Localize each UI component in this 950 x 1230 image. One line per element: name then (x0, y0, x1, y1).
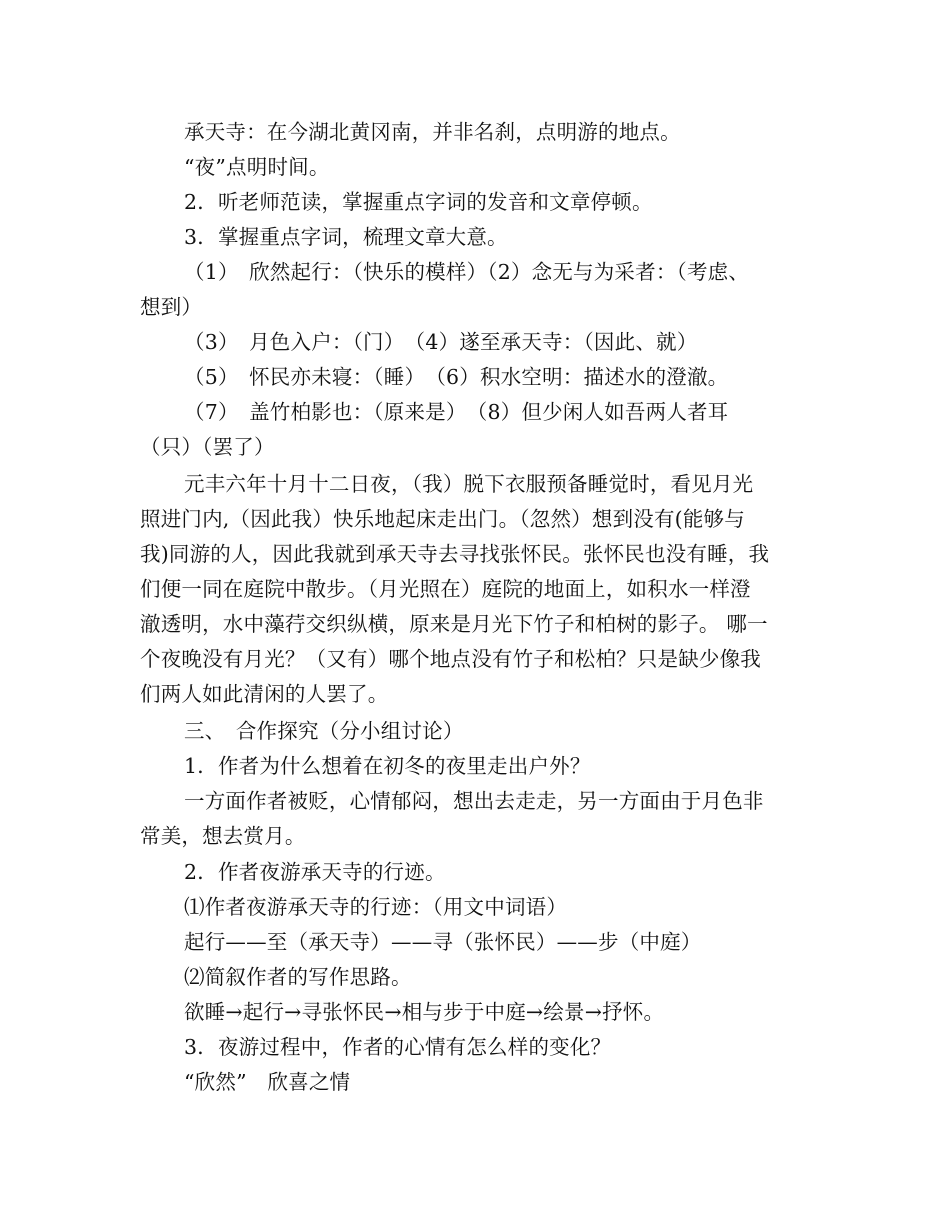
text-line: ⑴作者夜游承天寺的行迹：（用文中词语） (184, 895, 568, 919)
text-line: （3） 月色入户：（门） （4）遂至承天寺：（因此、就） (184, 330, 698, 354)
text-line: 们两人如此清闲的人罢了。 (140, 682, 389, 706)
text-line: 2．听老师范读，掌握重点字词的发音和文章停顿。 (184, 190, 653, 214)
text-line: 承天寺：在今湖北黄冈南，并非名刹，点明游的地点。 (184, 120, 681, 144)
text-line: 欲睡→起行→寻张怀民→相与步于中庭→绘景→抒怀。 (184, 1000, 665, 1024)
text-line: 们便一同在庭院中散步。（月光照在）庭院的地面上，如积水一样澄 (140, 577, 751, 601)
text-line: 一方面作者被贬，心情郁闷，想出去走走，另一方面由于月色非 (184, 789, 764, 813)
text-line: 想到） (140, 295, 203, 319)
section-heading: 三、 合作探究（分小组讨论） (184, 719, 464, 743)
text-line: 个夜晚没有月光？（又有）哪个地点没有竹子和松柏？只是缺少像我 (140, 647, 761, 671)
text-line: 起行——至（承天寺）——寻（张怀民）——步（中庭） (184, 930, 702, 954)
text-line: 照进门内,（因此我）快乐地起床走出门。（忽然）想到没有(能够与 (140, 507, 745, 531)
text-line: （7） 盖竹柏影也：（原来是） （8）但少闲人如吾两人者耳 (184, 400, 729, 424)
text-line: “夜”点明时间。 (184, 155, 330, 179)
text-line: 澈透明，水中藻荇交织纵横，原来是月光下竹子和柏树的影子。 哪一 (140, 612, 768, 636)
text-line: ⑵简叙作者的写作思路。 (184, 965, 412, 989)
text-line: “欣然” 欣喜之情 (184, 1070, 351, 1094)
text-line: 我)同游的人，因此我就到承天寺去寻找张怀民。张怀民也没有睡，我 (140, 542, 770, 566)
text-line: （只）（罢了） (140, 435, 275, 459)
text-line: 常美，想去赏月。 (140, 824, 306, 848)
text-line: 元丰六年十月十二日夜，（我）脱下衣服预备睡觉时，看见月光 (184, 472, 754, 496)
text-line: （1） 欣然起行：（快乐的模样）（2）念无与为采者：（考虑、 (184, 260, 750, 284)
text-line: 3．掌握重点字词，梳理文章大意。 (184, 225, 508, 249)
question-line: 2．作者夜游承天寺的行迹。 (184, 860, 446, 884)
question-line: 1．作者为什么想着在初冬的夜里走出户外？ (184, 754, 591, 778)
text-line: （5） 怀民亦未寝：（睡） （6）积水空明：描述水的澄澈。 (184, 365, 729, 389)
question-line: 3．夜游过程中，作者的心情有怎么样的变化？ (184, 1035, 612, 1059)
